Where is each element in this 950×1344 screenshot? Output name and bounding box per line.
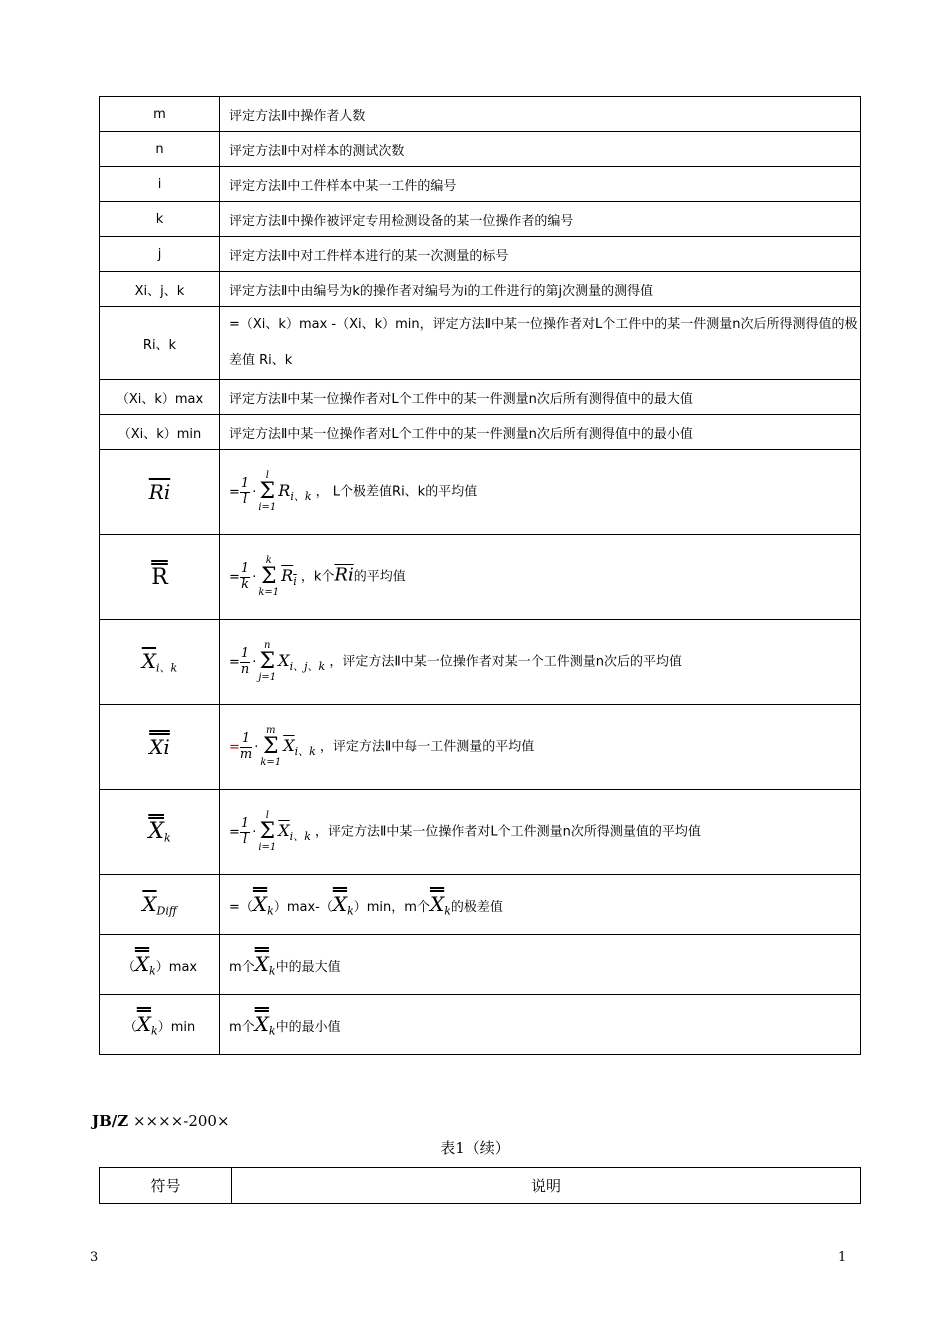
- standard-code-number: ××××-200×: [128, 1112, 230, 1130]
- table-row: [100, 620, 861, 705]
- table-row: [100, 307, 861, 380]
- description-cell: =（Xi、k）max -（Xi、k）min，评定方法Ⅱ中某一位操作者对L个工件中的某一件测量n次后所得测得值的极差值 Ri、k: [220, 307, 861, 380]
- desc-part: 中的最小值: [275, 1019, 341, 1035]
- formula: = $\frac{1}{l} \cdot l$ Σ $i=1\overline{X}_{i、k}$: [229, 810, 311, 853]
- symbol-cell: [100, 620, 220, 705]
- table-row: [100, 935, 861, 995]
- sigma: Σ: [259, 479, 276, 504]
- description-cell: 评定方法Ⅱ中工件样本中某一工件的编号: [220, 167, 861, 202]
- description-cell: [220, 790, 861, 875]
- denominator: l: [242, 491, 248, 507]
- x-diff-subscript: Diff: [156, 904, 177, 918]
- x-k-inline: X: [332, 891, 348, 916]
- table-row: [100, 450, 861, 535]
- table-row: [100, 790, 861, 875]
- symbol-cell: [100, 535, 220, 620]
- x-k-subscript: k: [164, 831, 171, 845]
- x-k-symbol: X: [148, 819, 164, 845]
- description-cell: [220, 620, 861, 705]
- fraction: [240, 477, 250, 507]
- description-cell: 评定方法Ⅱ中操作被评定专用检测设备的某一位操作者的编号: [220, 202, 861, 237]
- page-number-right: 1: [838, 1250, 847, 1265]
- table-row: [100, 535, 861, 620]
- formula-description: ， L个极差值Ri、k的平均值: [315, 484, 478, 500]
- denominator: n: [240, 661, 250, 677]
- symbol-cell: [100, 705, 220, 790]
- formula-description: ，评定方法Ⅱ中某一位操作者对某一个工件测量n次后的平均值: [329, 654, 682, 670]
- numerator: 1: [240, 476, 250, 492]
- x-k-symbol: X: [136, 1011, 152, 1036]
- table-row: [100, 202, 861, 237]
- x-k-symbol: X: [134, 951, 150, 976]
- numerator: 1: [240, 816, 250, 832]
- numerator: 1: [240, 646, 250, 662]
- sum-sign: [258, 556, 279, 598]
- sum-sign: [258, 471, 276, 513]
- sum-upper: m: [266, 725, 276, 736]
- symbol-cell: j: [100, 237, 220, 272]
- description-cell: 评定方法Ⅱ中操作者人数: [220, 97, 861, 132]
- denominator: k: [241, 576, 249, 592]
- sigma: Σ: [259, 649, 276, 674]
- description-cell: 评定方法Ⅱ中由编号为k的操作者对编号为i的工件进行的第j次测量的测得值: [220, 272, 861, 307]
- symbol-table-body: [100, 97, 861, 1055]
- fraction: [240, 647, 250, 677]
- formula-description: ，评定方法Ⅱ中某一位操作者对L个工件测量n次所得测量值的平均值: [315, 824, 701, 840]
- table-row: [100, 237, 861, 272]
- table-row: [100, 97, 861, 132]
- sum-lower: i=1: [258, 842, 277, 853]
- sum-upper: n: [264, 640, 271, 651]
- fraction: [240, 732, 252, 762]
- sum-lower: i=1: [258, 502, 277, 513]
- formula-description-tail: 的平均值: [353, 569, 406, 585]
- numerator: 1: [240, 561, 250, 577]
- formula: = $\frac{1}{l} \cdot l$ Σ $i=1R_{i、k}$: [229, 470, 312, 513]
- numerator: 1: [240, 732, 252, 747]
- continued-table-header: [99, 1167, 861, 1204]
- symbol-cell: [100, 875, 220, 935]
- symbol-cell: （Xi、k）max: [100, 380, 220, 415]
- x-k-subscript: k: [149, 964, 156, 978]
- desc-part: m个: [229, 959, 255, 975]
- x-k-inline-sub: k: [444, 904, 451, 918]
- denominator: m: [239, 746, 253, 762]
- table-row: [100, 167, 861, 202]
- symbol-cell: [100, 995, 220, 1055]
- fraction: [240, 562, 250, 592]
- sum-lower: j=1: [258, 672, 277, 683]
- x-ik-subscript: i、k: [156, 661, 178, 675]
- formula-description: ，k个: [300, 569, 335, 585]
- symbol-cell: m: [100, 97, 220, 132]
- column-header-symbol: 符号: [100, 1168, 232, 1204]
- x-k-inline-sub: k: [267, 904, 274, 918]
- column-header-description: 说明: [232, 1168, 861, 1204]
- table-row: [100, 380, 861, 415]
- formula: = $\frac{1}{m} \cdot m$ Σ $k=1\overline{X}_{i、k}$: [229, 725, 316, 768]
- symbol-cell: i: [100, 167, 220, 202]
- symbol-cell: [100, 790, 220, 875]
- description-cell: [220, 705, 861, 790]
- symbol-cell: Ri、k: [100, 307, 220, 380]
- formula: = $\frac{1}{n} \cdot n$ Σ $j=1X_{i、j、k}$: [229, 640, 326, 683]
- x-diff-symbol: $\overline{X}$: [142, 891, 157, 916]
- description-cell: [220, 535, 861, 620]
- description-cell: [220, 995, 861, 1055]
- x-k-inline-sub: k: [268, 964, 276, 978]
- standard-code-prefix: JB/Z: [92, 1112, 129, 1130]
- description-cell: 评定方法Ⅱ中某一位操作者对L个工件中的某一件测量n次后所有测得值中的最大值: [220, 380, 861, 415]
- x-i-symbol: Xi: [149, 735, 170, 759]
- sum-sign: [258, 641, 276, 683]
- description-cell: [220, 450, 861, 535]
- paren-close: ）max: [155, 959, 198, 975]
- table-row: [100, 415, 861, 450]
- table-row: [100, 995, 861, 1055]
- paren-close: ）min: [157, 1019, 196, 1035]
- x-ik-symbol: $\overline{X}$: [141, 648, 157, 673]
- x-k-inline: X: [254, 1011, 269, 1036]
- symbol-cell: [100, 450, 220, 535]
- x-k-inline-sub: k: [268, 1024, 276, 1038]
- r-i-symbol: $\overline{Ri}$: [148, 480, 171, 504]
- denominator: l: [242, 831, 248, 847]
- r-bar-symbol: R: [151, 564, 168, 590]
- formula: = $\frac{1}{k} \cdot k$ Σ $k=1R_i$: [229, 555, 297, 598]
- r-i-inline: $\overline{Ri}$: [334, 564, 354, 586]
- sigma: Σ: [260, 564, 277, 589]
- sum-lower: k=1: [260, 757, 282, 768]
- table-header-row: [100, 1168, 861, 1204]
- term: $R_i$: [281, 565, 297, 588]
- x-k-inline: X: [429, 891, 445, 916]
- paren-open: （: [121, 959, 135, 975]
- equals-sign: =: [229, 739, 240, 755]
- sigma: Σ: [263, 734, 279, 759]
- term: $\overline{X}_{i、k}$: [283, 735, 316, 758]
- symbol-cell: Xi、j、k: [100, 272, 220, 307]
- page-number-left: 3: [90, 1250, 99, 1265]
- symbol-table: [99, 96, 861, 1055]
- desc-part: m个: [229, 1019, 255, 1035]
- x-k-inline: X: [252, 891, 268, 916]
- term: $R_{i、k}$: [278, 480, 312, 503]
- table-row: [100, 875, 861, 935]
- x-k-inline-sub: k: [347, 904, 354, 918]
- table-row: [100, 132, 861, 167]
- term: $X_{i、j、k}$: [278, 650, 326, 673]
- table-row: [100, 705, 861, 790]
- term: $\overline{X}_{i、k}$: [278, 820, 311, 843]
- symbol-cell: k: [100, 202, 220, 237]
- sigma: Σ: [259, 819, 276, 844]
- sum-upper: l: [265, 470, 269, 481]
- sum-lower: k=1: [258, 587, 280, 598]
- description-cell: 评定方法Ⅱ中对样本的测试次数: [220, 132, 861, 167]
- symbol-cell: （Xi、k）min: [100, 415, 220, 450]
- standard-code: [92, 1112, 230, 1130]
- desc-part: =（: [229, 899, 253, 915]
- x-k-subscript: k: [151, 1024, 158, 1038]
- sum-upper: l: [265, 810, 269, 821]
- symbol-cell: [100, 935, 220, 995]
- symbol-cell: n: [100, 132, 220, 167]
- description-cell: 评定方法Ⅱ中对工件样本进行的某一次测量的标号: [220, 237, 861, 272]
- term-letter: $\overline{X}$: [278, 820, 290, 840]
- desc-part: ）min，m个: [353, 899, 430, 915]
- description-cell: 评定方法Ⅱ中某一位操作者对L个工件中的某一件测量n次后所有测得值中的最小值: [220, 415, 861, 450]
- description-cell: [220, 875, 861, 935]
- x-k-inline: X: [254, 951, 269, 976]
- sum-sign: [258, 811, 276, 853]
- description-cell: [220, 935, 861, 995]
- sum-sign: [260, 726, 281, 768]
- paren-open: （: [123, 1019, 137, 1035]
- formula-description: ，评定方法Ⅱ中每一工件测量的平均值: [319, 739, 535, 755]
- term-letter: $\overline{X}$: [283, 735, 295, 755]
- desc-part: 的极差值: [450, 899, 503, 915]
- desc-part: 中的最大值: [275, 959, 341, 975]
- table-row: [100, 272, 861, 307]
- sum-upper: k: [265, 555, 272, 566]
- desc-part: ）max-（: [273, 899, 333, 915]
- fraction: [240, 817, 250, 847]
- table-caption: 表1（续）: [440, 1139, 510, 1157]
